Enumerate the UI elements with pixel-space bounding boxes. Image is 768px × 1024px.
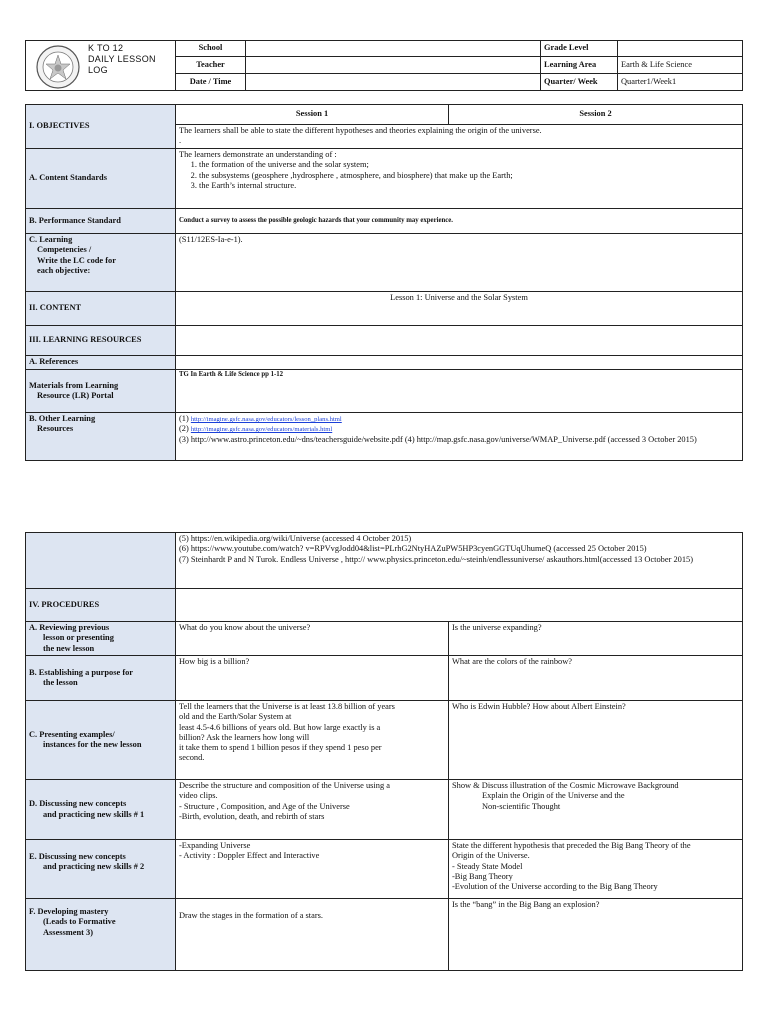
text-line: - Structure , Composition, and Age of the Universe [179, 801, 350, 811]
text-line: Describe the structure and composition of the Universe using a [179, 781, 390, 790]
text-line: F. Developing mastery [29, 907, 109, 916]
text-line: least 4.5-4.6 billions of years old. But how large exactly is a [179, 722, 381, 732]
performance-standard-label: B. Performance Standard [26, 209, 176, 234]
learning-resources-label: III. LEARNING RESOURCES [26, 326, 176, 356]
procedure-c-session1 [176, 701, 449, 780]
lesson-table-1 [25, 104, 743, 461]
text-line: the lesson [43, 678, 78, 687]
objectives-text [176, 125, 743, 149]
text-line: C. Learning [29, 235, 73, 244]
session2-header: Session 2 [449, 105, 743, 125]
procedure-f-session1: Draw the stages in the formation of a stars. [176, 899, 449, 971]
references-cell [176, 356, 743, 370]
doc-type-line2: DAILY LESSON [88, 54, 156, 64]
procedure-d-session2 [449, 780, 743, 840]
procedure-label-b [26, 656, 176, 701]
text-line: Resource (LR) Portal [37, 391, 114, 400]
logo-cell [26, 41, 176, 91]
text-line: E. Discussing new concepts [29, 852, 126, 861]
references-label: A. References [26, 356, 176, 370]
procedure-b-session2: What are the colors of the rainbow? [449, 656, 743, 701]
text-line: it take them to spend 1 billion pesos if they spend 1 peso per [179, 743, 382, 752]
procedure-label-a [26, 622, 176, 656]
procedure-label-c [26, 701, 176, 780]
text-line: B. Other Learning [29, 414, 96, 423]
text-line: (2) [179, 424, 191, 434]
school-label: School [176, 41, 246, 57]
deped-seal-icon [35, 44, 81, 90]
procedure-label-d [26, 780, 176, 840]
content-standards-text [176, 149, 743, 209]
text-line: old and the Earth/Solar System at [179, 712, 292, 722]
text-line: Materials from Learning [29, 380, 119, 390]
teacher-label: Teacher [176, 57, 246, 74]
other-resources-label [26, 413, 176, 461]
text-line: second. [179, 753, 205, 763]
text-line: the new lesson [43, 643, 95, 653]
learning-competencies-text: (S11/12ES-Ia-e-1). [176, 234, 743, 292]
text-line: (3) http://www.astro.princeton.edu/~dns/teachersguide/website.pdf (4) http://map.gsfc.nasa.gov/universe/WMAP_Universe.pdf (accessed 3 October 2015) [179, 434, 697, 444]
procedure-f-session2: Is the “bang” in the Big Bang an explosion? [449, 899, 743, 971]
text-line: Resources [37, 424, 74, 434]
procedures-cell [176, 589, 743, 622]
text-line: billion? Ask the learners how long will [179, 732, 310, 742]
text-line: Assessment 3) [43, 927, 94, 937]
text-line: Origin of the Universe. [452, 851, 530, 861]
text-line: Explain the Origin of the Universe and the [482, 791, 625, 801]
learning-area-label: Learning Area [541, 57, 618, 74]
session1-header: Session 1 [176, 105, 449, 125]
text-line: Non-scientific Thought [482, 801, 561, 811]
text-line: D. Discussing new concepts [29, 799, 127, 809]
procedure-label-f [26, 899, 176, 971]
content-standard-item: 1. the formation of the universe and the solar system; [199, 160, 739, 170]
references-continued-label [26, 533, 176, 589]
text-line: A. Reviewing previous [29, 623, 110, 632]
header-block [25, 40, 743, 91]
content-text: Lesson 1: Universe and the Solar System [176, 292, 743, 326]
objectives-label: I. OBJECTIVES [26, 105, 176, 149]
text-line: and practicing new skills # 2 [43, 862, 145, 872]
references-continued-text [176, 533, 743, 589]
text-line: lesson or presenting [43, 633, 114, 643]
content-standard-item: 3. the Earth’s internal structure. [199, 181, 739, 191]
header-table [25, 40, 743, 91]
text-line: (7) Steinhardt P and N Turok. Endless Universe , http:// www.physics.princeton.edu/~steinh/endlessuniverse/ askauthors.html(accessed 13 October 2015) [179, 554, 693, 564]
grade-level-field[interactable] [618, 41, 743, 57]
text-line: (1) [179, 414, 191, 423]
date-time-label: Date / Time [176, 74, 246, 91]
text-line: . [179, 136, 182, 146]
doc-type-line3: LOG [88, 65, 108, 75]
text-line: Competencies / [37, 245, 92, 255]
procedure-b-session1: How big is a billion? [176, 656, 449, 701]
content-standard-item: 2. the subsystems (geosphere ,hydrosphere , atmosphere, and biosphere) that make up the Earth; [199, 171, 739, 181]
grade-level-label: Grade Level [541, 41, 618, 57]
procedure-d-session1 [176, 780, 449, 840]
text-line: C. Presenting examples/ [29, 729, 115, 739]
procedure-e-session1 [176, 840, 449, 899]
text-line: - Steady State Model [452, 861, 523, 871]
text-line: B. Establishing a purpose for [29, 667, 134, 677]
text-line: and practicing new skills # 1 [43, 809, 145, 819]
text-line: -Evolution of the Universe according to the Big Bang Theory [452, 882, 658, 891]
school-field[interactable] [246, 41, 541, 57]
content-label: II. CONTENT [26, 292, 176, 326]
procedure-label-e [26, 840, 176, 899]
text-line: (6) https://www.youtube.com/watch? v=RPVvgJodd04&list=PLrhG2NtyHAZuPW5HP3cyenGGTUqUhumeQ (accessed 25 October 2015) [179, 544, 647, 554]
resource-link-2[interactable]: http://imagine.gsfc.nasa.gov/educators/materials.html [190, 426, 333, 434]
doc-type-line1: K TO 12 [88, 43, 124, 53]
text-line: -Expanding Universe [179, 841, 251, 850]
materials-lr-label [26, 370, 176, 413]
text-line: (Leads to Formative [43, 917, 116, 927]
text-line: State the different hypothesis that preceded the Big Bang Theory of the [452, 841, 691, 850]
other-resources-text [176, 413, 743, 461]
procedure-e-session2 [449, 840, 743, 899]
content-standards-label: A. Content Standards [26, 149, 176, 209]
quarter-week-label: Quarter/ Week [541, 74, 618, 91]
text-line: video clips. [179, 791, 218, 801]
procedure-a-session1: What do you know about the universe? [176, 622, 449, 656]
procedures-label: IV. PROCEDURES [26, 589, 176, 622]
text-line: - Activity : Doppler Effect and Interactive [179, 851, 320, 861]
text-line: (5) https://en.wikipedia.org/wiki/Universe (accessed 4 October 2015) [179, 534, 412, 543]
learning-resources-cell [176, 326, 743, 356]
text-line: The learners shall be able to state the different hypotheses and theories explaining the origin of the universe. [179, 126, 542, 135]
performance-standard-text: Conduct a survey to assess the possible geologic hazards that your community may experience. [176, 209, 743, 234]
quarter-week-field[interactable]: Quarter1/Week1 [618, 74, 743, 91]
procedure-c-session2: Who is Edwin Hubble? How about Albert Einstein? [449, 701, 743, 780]
date-time-field[interactable] [246, 74, 541, 91]
text-line: Tell the learners that the Universe is at least 13.8 billion of years [179, 702, 395, 711]
resource-link-1[interactable]: http://imagine.gsfc.nasa.gov/educators/lesson_plans.html [190, 416, 342, 423]
text-line: each objective: [37, 265, 91, 275]
text-line: instances for the new lesson [43, 740, 142, 749]
learning-competencies-label [26, 234, 176, 292]
learning-area-field[interactable]: Earth & Life Science [618, 57, 743, 74]
materials-lr-text: TG In Earth & Life Science pp 1-12 [176, 370, 743, 413]
text-line: -Birth, evolution, death, and rebirth of stars [179, 811, 325, 821]
text-line: The learners demonstrate an understanding of : [179, 150, 337, 159]
text-line: -Big Bang Theory [452, 871, 513, 881]
text-line: Show & Discuss illustration of the Cosmic Microwave Background [452, 781, 679, 790]
teacher-field[interactable] [246, 57, 541, 74]
procedure-a-session2: Is the universe expanding? [449, 622, 743, 656]
lesson-table-2 [25, 532, 743, 971]
text-line: Write the LC code for [37, 255, 116, 265]
